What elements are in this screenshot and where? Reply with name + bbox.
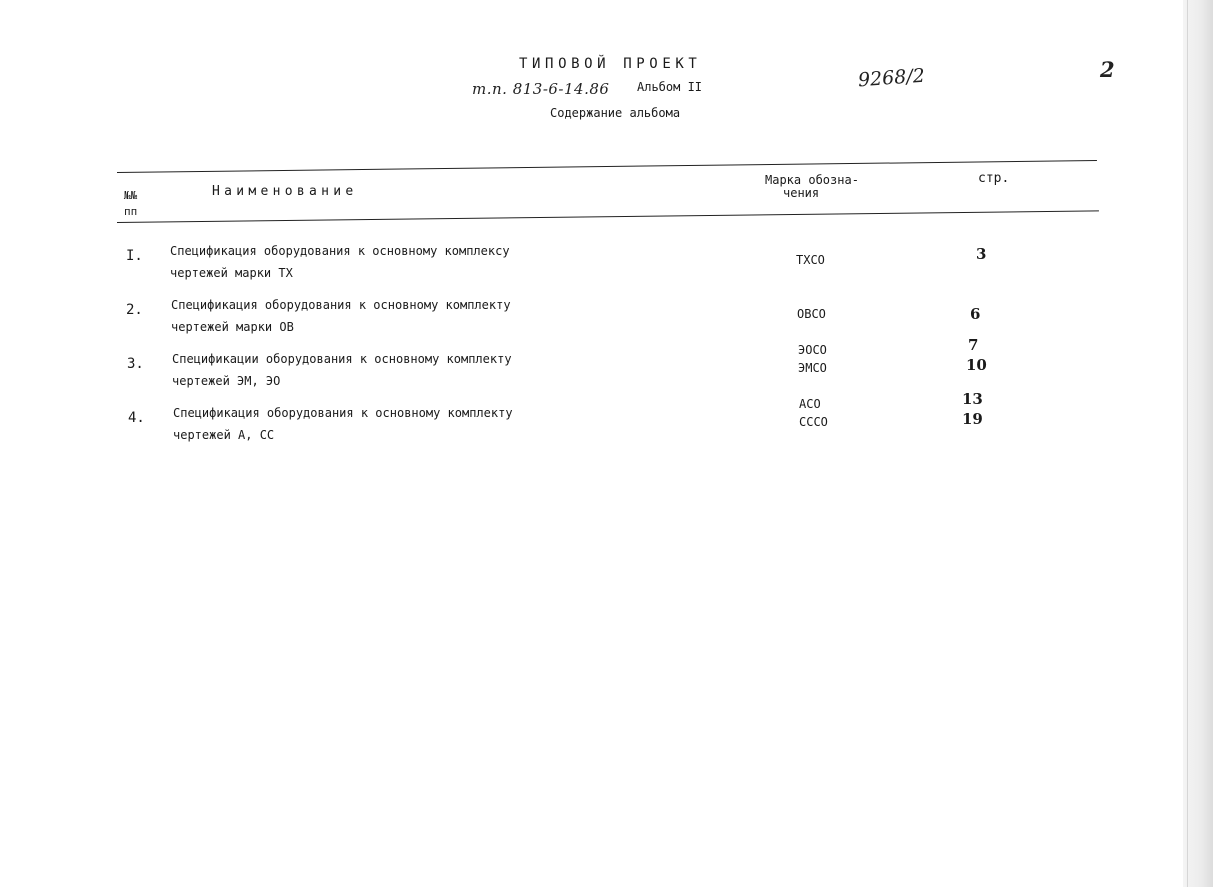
row-page [970, 304, 980, 324]
page-ref: 6 [970, 305, 981, 323]
row-name-line: Спецификация оборудования к основному комплекту [173, 406, 513, 420]
row-name-line: Спецификации оборудования к основному комплекту [172, 352, 512, 366]
row-number: I. [126, 248, 143, 264]
document-title: ТИПОВОЙ ПРОЕКТ [519, 56, 702, 72]
row-mark [796, 251, 825, 269]
column-header-mark-line1: Марка обозна- [765, 173, 859, 187]
row-page [962, 389, 983, 429]
page-ref: 19 [962, 410, 983, 428]
page-number: 2 [1100, 57, 1115, 82]
page-ref: 13 [962, 390, 983, 408]
row-number: 2. [126, 302, 143, 318]
column-header-page: стр. [978, 171, 1010, 186]
row-name-line: чертежей А, СС [173, 428, 275, 442]
inventory-number: 9268/2 [857, 64, 926, 92]
mark-code: ЭМСО [798, 361, 827, 375]
column-header-mark-line2: чения [783, 186, 820, 200]
project-code: т.п. 813-6-14.86 [472, 80, 610, 98]
page-ref: 7 [968, 336, 979, 354]
album-label: Альбом II [637, 80, 703, 94]
mark-code: ТХСО [796, 253, 825, 267]
page-ref: 10 [966, 356, 987, 374]
table-top-rule [117, 160, 1097, 173]
mark-code: АСО [799, 397, 821, 411]
row-number: 3. [127, 356, 144, 372]
row-name [171, 294, 511, 338]
column-header-number: №№ пп [124, 189, 138, 218]
row-name-line: чертежей марки ТХ [170, 266, 293, 280]
row-name [173, 402, 513, 446]
row-name [170, 240, 510, 284]
mark-code: ЭОСО [798, 343, 827, 357]
contents-heading: Содержание альбома [550, 106, 681, 120]
column-header-name: Наименование [212, 184, 358, 199]
mark-code: СССО [799, 415, 828, 429]
row-name-line: чертежей ЭМ, ЭО [172, 374, 281, 388]
table-header-rule [117, 210, 1099, 223]
row-mark [797, 305, 826, 323]
column-header-mark [765, 174, 859, 200]
row-name [172, 348, 512, 392]
row-name-line: чертежей марки ОВ [171, 320, 294, 334]
row-mark [798, 341, 827, 377]
page-ref: 3 [976, 245, 987, 263]
mark-code: ОВСО [797, 307, 826, 321]
row-name-line: Спецификация оборудования к основному комплекту [171, 298, 511, 312]
row-name-line: Спецификация оборудования к основному комплексу [170, 244, 510, 258]
row-page [976, 244, 986, 264]
scan-page-edge [1183, 0, 1213, 887]
row-number: 4. [128, 410, 145, 426]
row-page [966, 335, 987, 375]
row-mark [799, 395, 828, 431]
